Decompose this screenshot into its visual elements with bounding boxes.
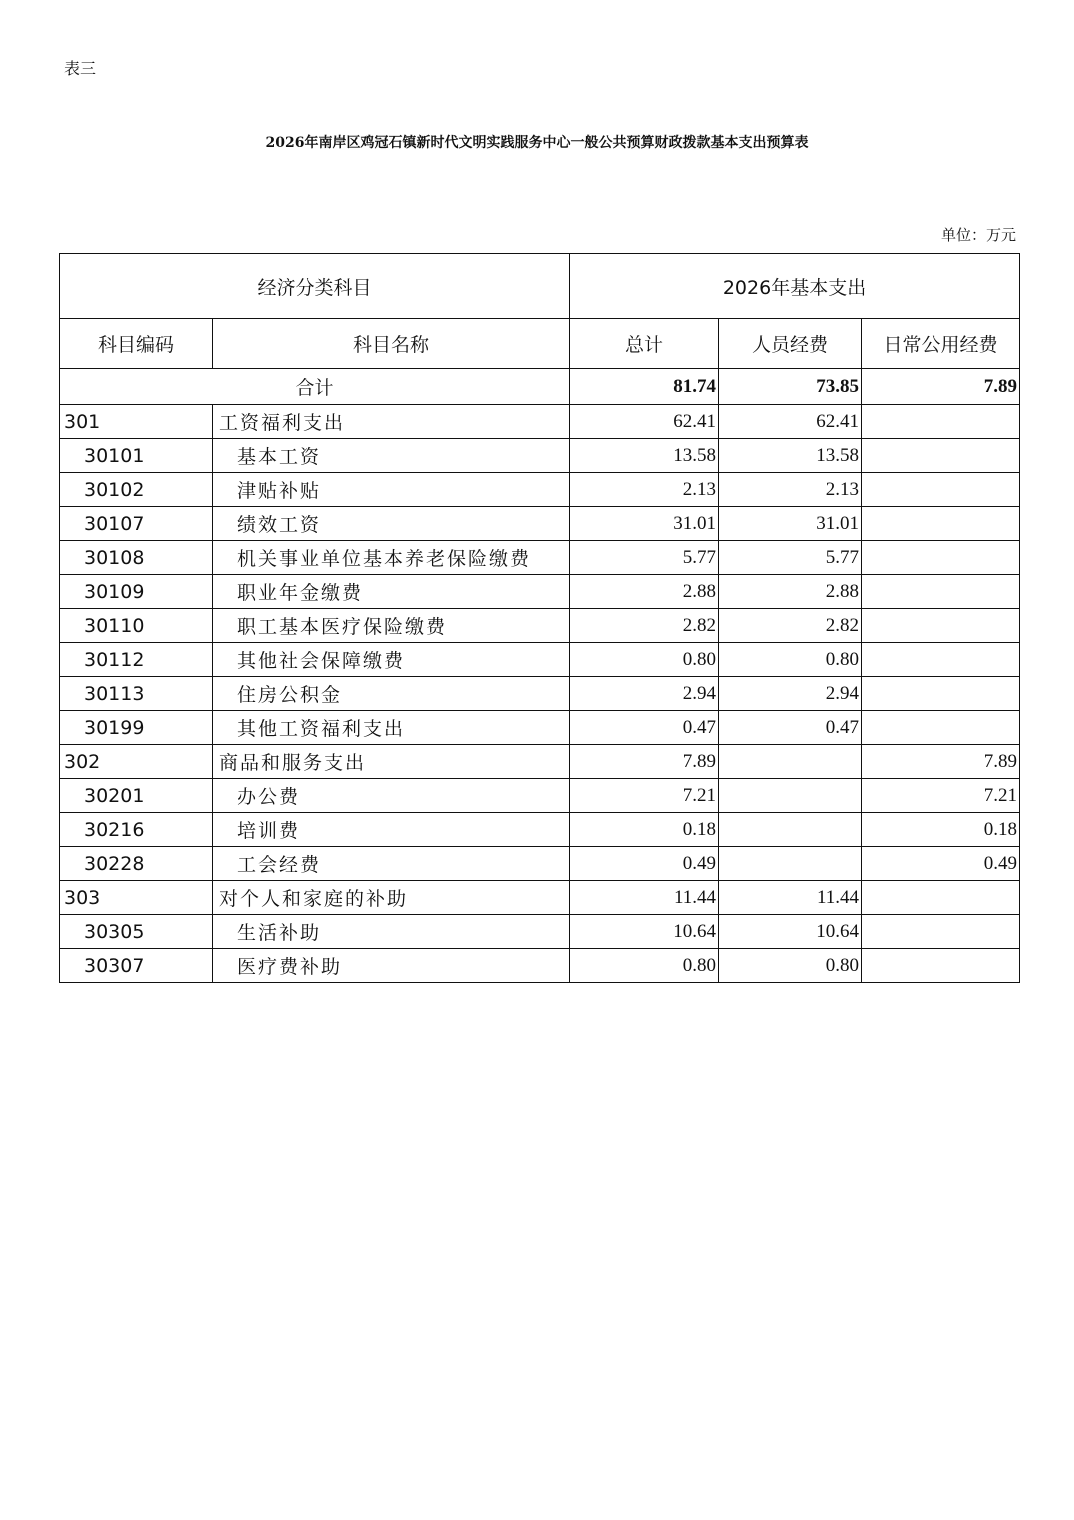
row-name: 津贴补贴 xyxy=(213,473,570,507)
row-code: 30216 xyxy=(60,813,213,847)
row-total: 0.47 xyxy=(570,711,719,745)
row-total: 0.80 xyxy=(570,643,719,677)
row-public xyxy=(862,575,1020,609)
total-cell-personnel: 73.85 xyxy=(719,369,862,405)
row-name: 住房公积金 xyxy=(213,677,570,711)
row-personnel: 0.80 xyxy=(719,643,862,677)
row-name: 办公费 xyxy=(213,779,570,813)
row-public xyxy=(862,473,1020,507)
row-public xyxy=(862,881,1020,915)
row-code: 302 xyxy=(60,745,213,779)
row-code: 30109 xyxy=(60,575,213,609)
table-row xyxy=(60,405,1020,439)
page-title: 2026年南岸区鸡冠石镇新时代文明实践服务中心一般公共预算财政拨款基本支出预算表 xyxy=(265,135,809,151)
row-personnel: 0.47 xyxy=(719,711,862,745)
row-total: 0.18 xyxy=(570,813,719,847)
header-row-1 xyxy=(60,254,1020,319)
row-public xyxy=(862,949,1020,983)
row-code: 30305 xyxy=(60,915,213,949)
row-total: 11.44 xyxy=(570,881,719,915)
row-name: 生活补助 xyxy=(213,915,570,949)
row-total: 2.88 xyxy=(570,575,719,609)
row-name: 工会经费 xyxy=(213,847,570,881)
row-personnel: 2.82 xyxy=(719,609,862,643)
header-name: 科目名称 xyxy=(213,319,570,369)
row-name: 职工基本医疗保险缴费 xyxy=(213,609,570,643)
row-code: 30199 xyxy=(60,711,213,745)
row-code: 30201 xyxy=(60,779,213,813)
row-personnel xyxy=(719,779,862,813)
table-row xyxy=(60,575,1020,609)
row-public: 0.18 xyxy=(862,813,1020,847)
row-public xyxy=(862,439,1020,473)
row-name: 基本工资 xyxy=(213,439,570,473)
row-total: 31.01 xyxy=(570,507,719,541)
header-row-2 xyxy=(60,319,1020,369)
row-personnel xyxy=(719,847,862,881)
row-total: 0.80 xyxy=(570,949,719,983)
row-total: 62.41 xyxy=(570,405,719,439)
row-name: 对个人和家庭的补助 xyxy=(213,881,570,915)
row-code: 30112 xyxy=(60,643,213,677)
row-personnel: 2.88 xyxy=(719,575,862,609)
row-code: 303 xyxy=(60,881,213,915)
row-public xyxy=(862,541,1020,575)
table-row xyxy=(60,439,1020,473)
row-personnel: 0.80 xyxy=(719,949,862,983)
header-econ-category: 经济分类科目 xyxy=(60,254,570,319)
header-personnel: 人员经费 xyxy=(719,319,862,369)
row-name: 机关事业单位基本养老保险缴费 xyxy=(213,541,570,575)
table-body xyxy=(60,369,1020,983)
table-row xyxy=(60,915,1020,949)
row-public xyxy=(862,643,1020,677)
row-public xyxy=(862,711,1020,745)
table-row xyxy=(60,847,1020,881)
row-personnel: 2.94 xyxy=(719,677,862,711)
row-total: 2.13 xyxy=(570,473,719,507)
table-row xyxy=(60,643,1020,677)
table-row xyxy=(60,677,1020,711)
table-row xyxy=(60,711,1020,745)
table-row xyxy=(60,813,1020,847)
row-personnel: 2.13 xyxy=(719,473,862,507)
row-name: 培训费 xyxy=(213,813,570,847)
table-row xyxy=(60,609,1020,643)
row-public: 7.21 xyxy=(862,779,1020,813)
row-personnel: 31.01 xyxy=(719,507,862,541)
row-public: 0.49 xyxy=(862,847,1020,881)
row-code: 30110 xyxy=(60,609,213,643)
row-code: 30113 xyxy=(60,677,213,711)
row-code: 30228 xyxy=(60,847,213,881)
row-public xyxy=(862,677,1020,711)
row-public xyxy=(862,507,1020,541)
row-code: 301 xyxy=(60,405,213,439)
table-row xyxy=(60,779,1020,813)
header-total: 总计 xyxy=(570,319,719,369)
row-total: 7.21 xyxy=(570,779,719,813)
row-personnel xyxy=(719,745,862,779)
unit-label: 单位：万元 xyxy=(940,226,1016,244)
row-total: 2.82 xyxy=(570,609,719,643)
row-public xyxy=(862,609,1020,643)
row-total: 2.94 xyxy=(570,677,719,711)
table-row xyxy=(60,507,1020,541)
table-row xyxy=(60,745,1020,779)
row-personnel: 5.77 xyxy=(719,541,862,575)
header-code: 科目编码 xyxy=(60,319,213,369)
row-personnel: 11.44 xyxy=(719,881,862,915)
row-name: 商品和服务支出 xyxy=(213,745,570,779)
total-cell-total: 81.74 xyxy=(570,369,719,405)
total-cell-public: 7.89 xyxy=(862,369,1020,405)
row-personnel xyxy=(719,813,862,847)
header-public: 日常公用经费 xyxy=(862,319,1020,369)
row-total: 10.64 xyxy=(570,915,719,949)
row-total: 7.89 xyxy=(570,745,719,779)
budget-table xyxy=(59,253,1020,983)
row-name: 医疗费补助 xyxy=(213,949,570,983)
row-name: 其他工资福利支出 xyxy=(213,711,570,745)
table-row xyxy=(60,881,1020,915)
table-label: 表三 xyxy=(64,59,97,78)
table-row xyxy=(60,541,1020,575)
row-code: 30101 xyxy=(60,439,213,473)
table-row xyxy=(60,473,1020,507)
row-total: 0.49 xyxy=(570,847,719,881)
total-row xyxy=(60,369,1020,405)
row-code: 30307 xyxy=(60,949,213,983)
row-name: 绩效工资 xyxy=(213,507,570,541)
row-personnel: 10.64 xyxy=(719,915,862,949)
row-name: 职业年金缴费 xyxy=(213,575,570,609)
row-code: 30102 xyxy=(60,473,213,507)
header-basic-expense: 2026年基本支出 xyxy=(570,254,1020,319)
row-code: 30107 xyxy=(60,507,213,541)
total-label: 合计 xyxy=(60,369,570,405)
row-public xyxy=(862,915,1020,949)
row-code: 30108 xyxy=(60,541,213,575)
table-row xyxy=(60,949,1020,983)
row-name: 工资福利支出 xyxy=(213,405,570,439)
row-public: 7.89 xyxy=(862,745,1020,779)
row-name: 其他社会保障缴费 xyxy=(213,643,570,677)
row-total: 5.77 xyxy=(570,541,719,575)
row-public xyxy=(862,405,1020,439)
row-total: 13.58 xyxy=(570,439,719,473)
row-personnel: 62.41 xyxy=(719,405,862,439)
row-personnel: 13.58 xyxy=(719,439,862,473)
